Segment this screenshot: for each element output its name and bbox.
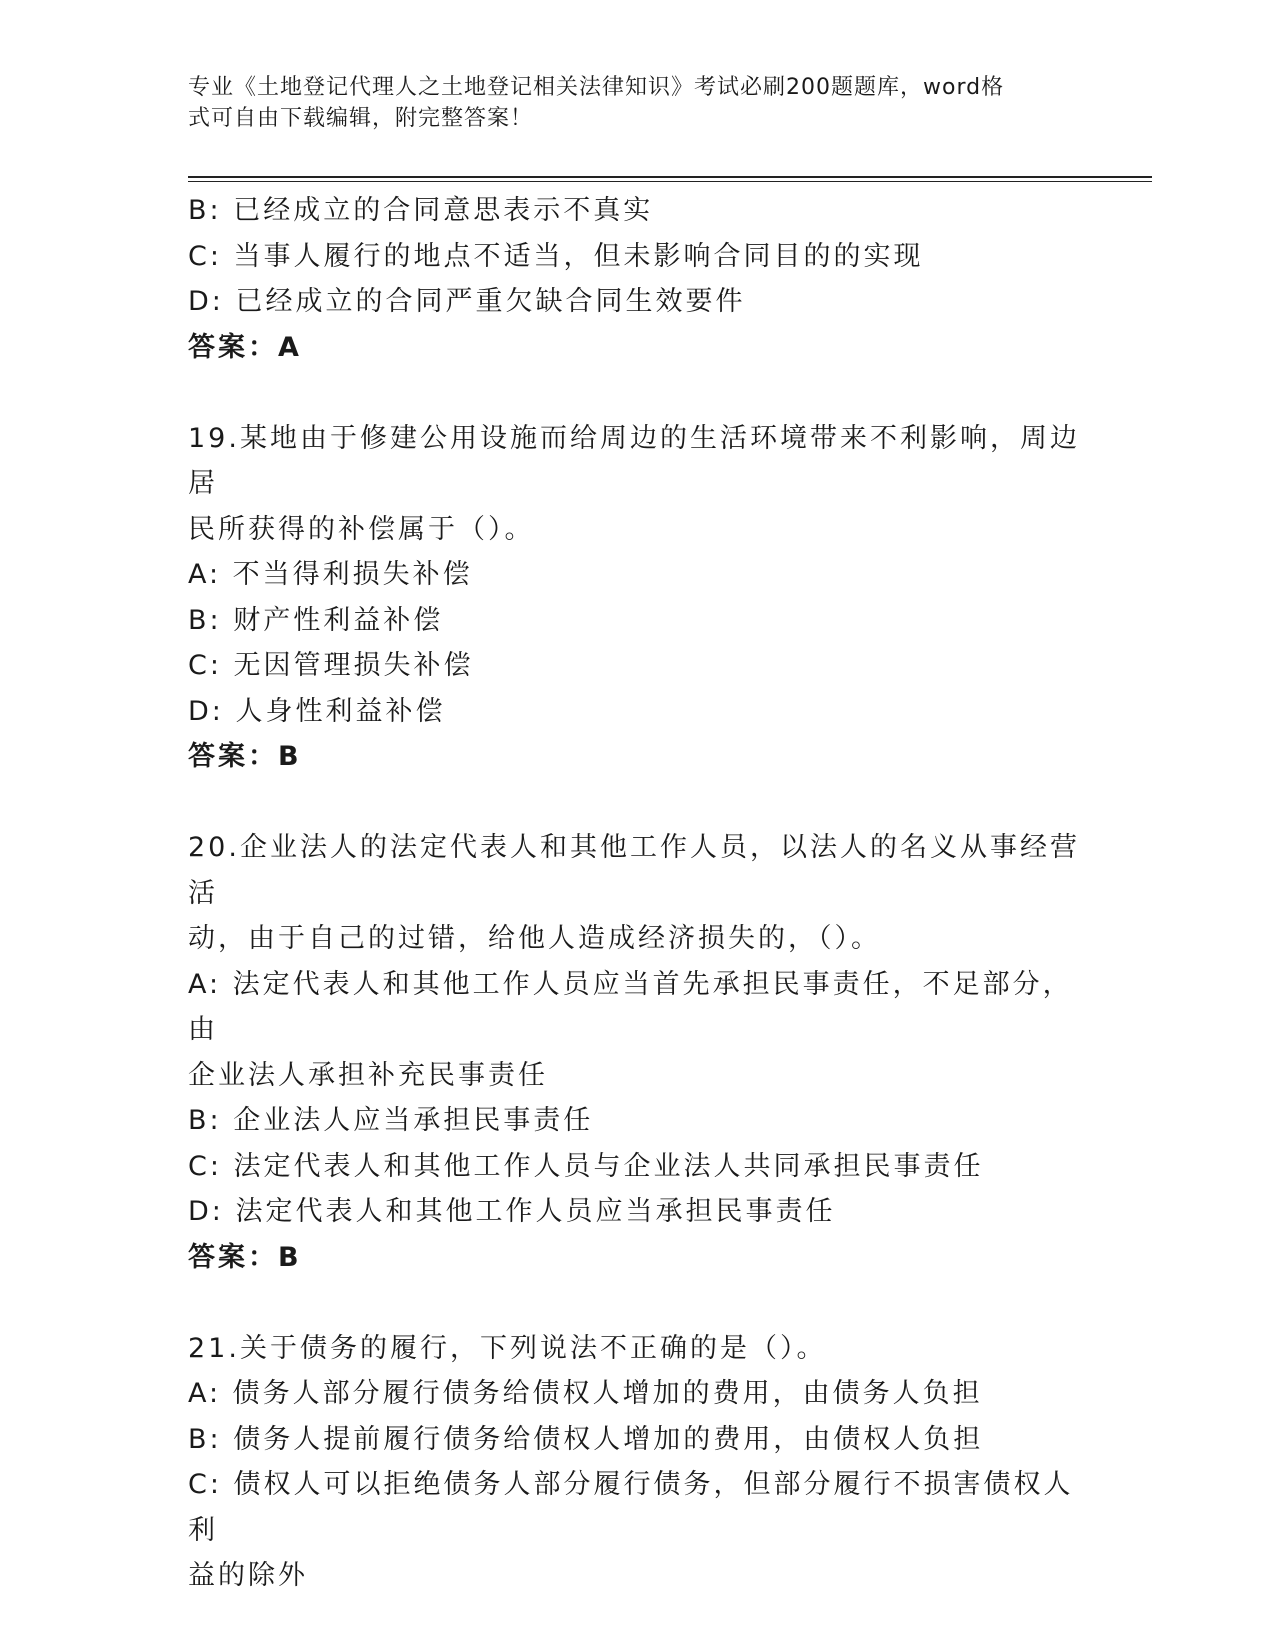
header-divider-thick (188, 176, 1152, 178)
question-stem: 20.企业法人的法定代表人和其他工作人员，以法人的名义从事经营活 (188, 832, 1080, 909)
answer-label: 答案：A (188, 331, 302, 363)
option-c: C: 无因管理损失补偿 (188, 650, 474, 681)
option-b: B: 债务人提前履行债务给债权人增加的费用，由债权人负担 (188, 1423, 984, 1455)
answer-label: 答案：B (188, 1241, 302, 1273)
option-d: D: 人身性利益补偿 (188, 695, 446, 727)
option-a: A: 法定代表人和其他工作人员应当首先承担民事责任，不足部分，由 (188, 968, 1073, 1045)
option-b: B: 企业法人应当承担民事责任 (188, 1105, 594, 1136)
spacer (188, 1280, 1088, 1326)
option-d: D: 已经成立的合同严重欠缺合同生效要件 (188, 286, 746, 317)
option-a: A: 不当得利损失补偿 (188, 559, 473, 590)
option-c: C: 债权人可以拒绝债务人部分履行债务，但部分履行不损害债权人利 (188, 1469, 1074, 1546)
question-stem: 19.某地由于修建公用设施而给周边的生活环境带来不利影响，周边居 (188, 422, 1080, 499)
question-content (188, 188, 1088, 1599)
question-stem-continued: 动，由于自己的过错，给他人造成经济损失的，（）。 (188, 923, 881, 954)
question-stem-continued: 民所获得的补偿属于（）。 (188, 513, 535, 545)
option-a-continued: 企业法人承担补充民事责任 (188, 1059, 548, 1091)
option-a: A: 债务人部分履行债务给债权人增加的费用，由债务人负担 (188, 1378, 983, 1409)
header-line-2: 式可自由下载编辑，附完整答案！ (188, 106, 534, 131)
spacer (188, 370, 1088, 416)
page-header (188, 72, 1068, 134)
question-20 (188, 825, 1088, 1280)
header-line-1: 专业《土地登记代理人之土地登记相关法律知识》考试必刷200题题库，word格 (188, 75, 1005, 100)
option-d: D: 法定代表人和其他工作人员应当承担民事责任 (188, 1196, 836, 1227)
option-c: C: 法定代表人和其他工作人员与企业法人共同承担民事责任 (188, 1150, 984, 1182)
option-b: B: 已经成立的合同意思表示不真实 (188, 195, 654, 226)
question-19 (188, 416, 1088, 780)
option-b: B: 财产性利益补偿 (188, 604, 444, 636)
spacer (188, 780, 1088, 826)
option-c: C: 当事人履行的地点不适当，但未影响合同目的的实现 (188, 240, 924, 272)
option-c-continued: 益的除外 (188, 1560, 308, 1591)
header-divider-thin (188, 181, 1152, 182)
question-18-partial (188, 188, 1088, 370)
answer-label: 答案：B (188, 741, 302, 772)
question-21 (188, 1326, 1088, 1599)
question-stem: 21.关于债务的履行，下列说法不正确的是（）。 (188, 1332, 827, 1364)
